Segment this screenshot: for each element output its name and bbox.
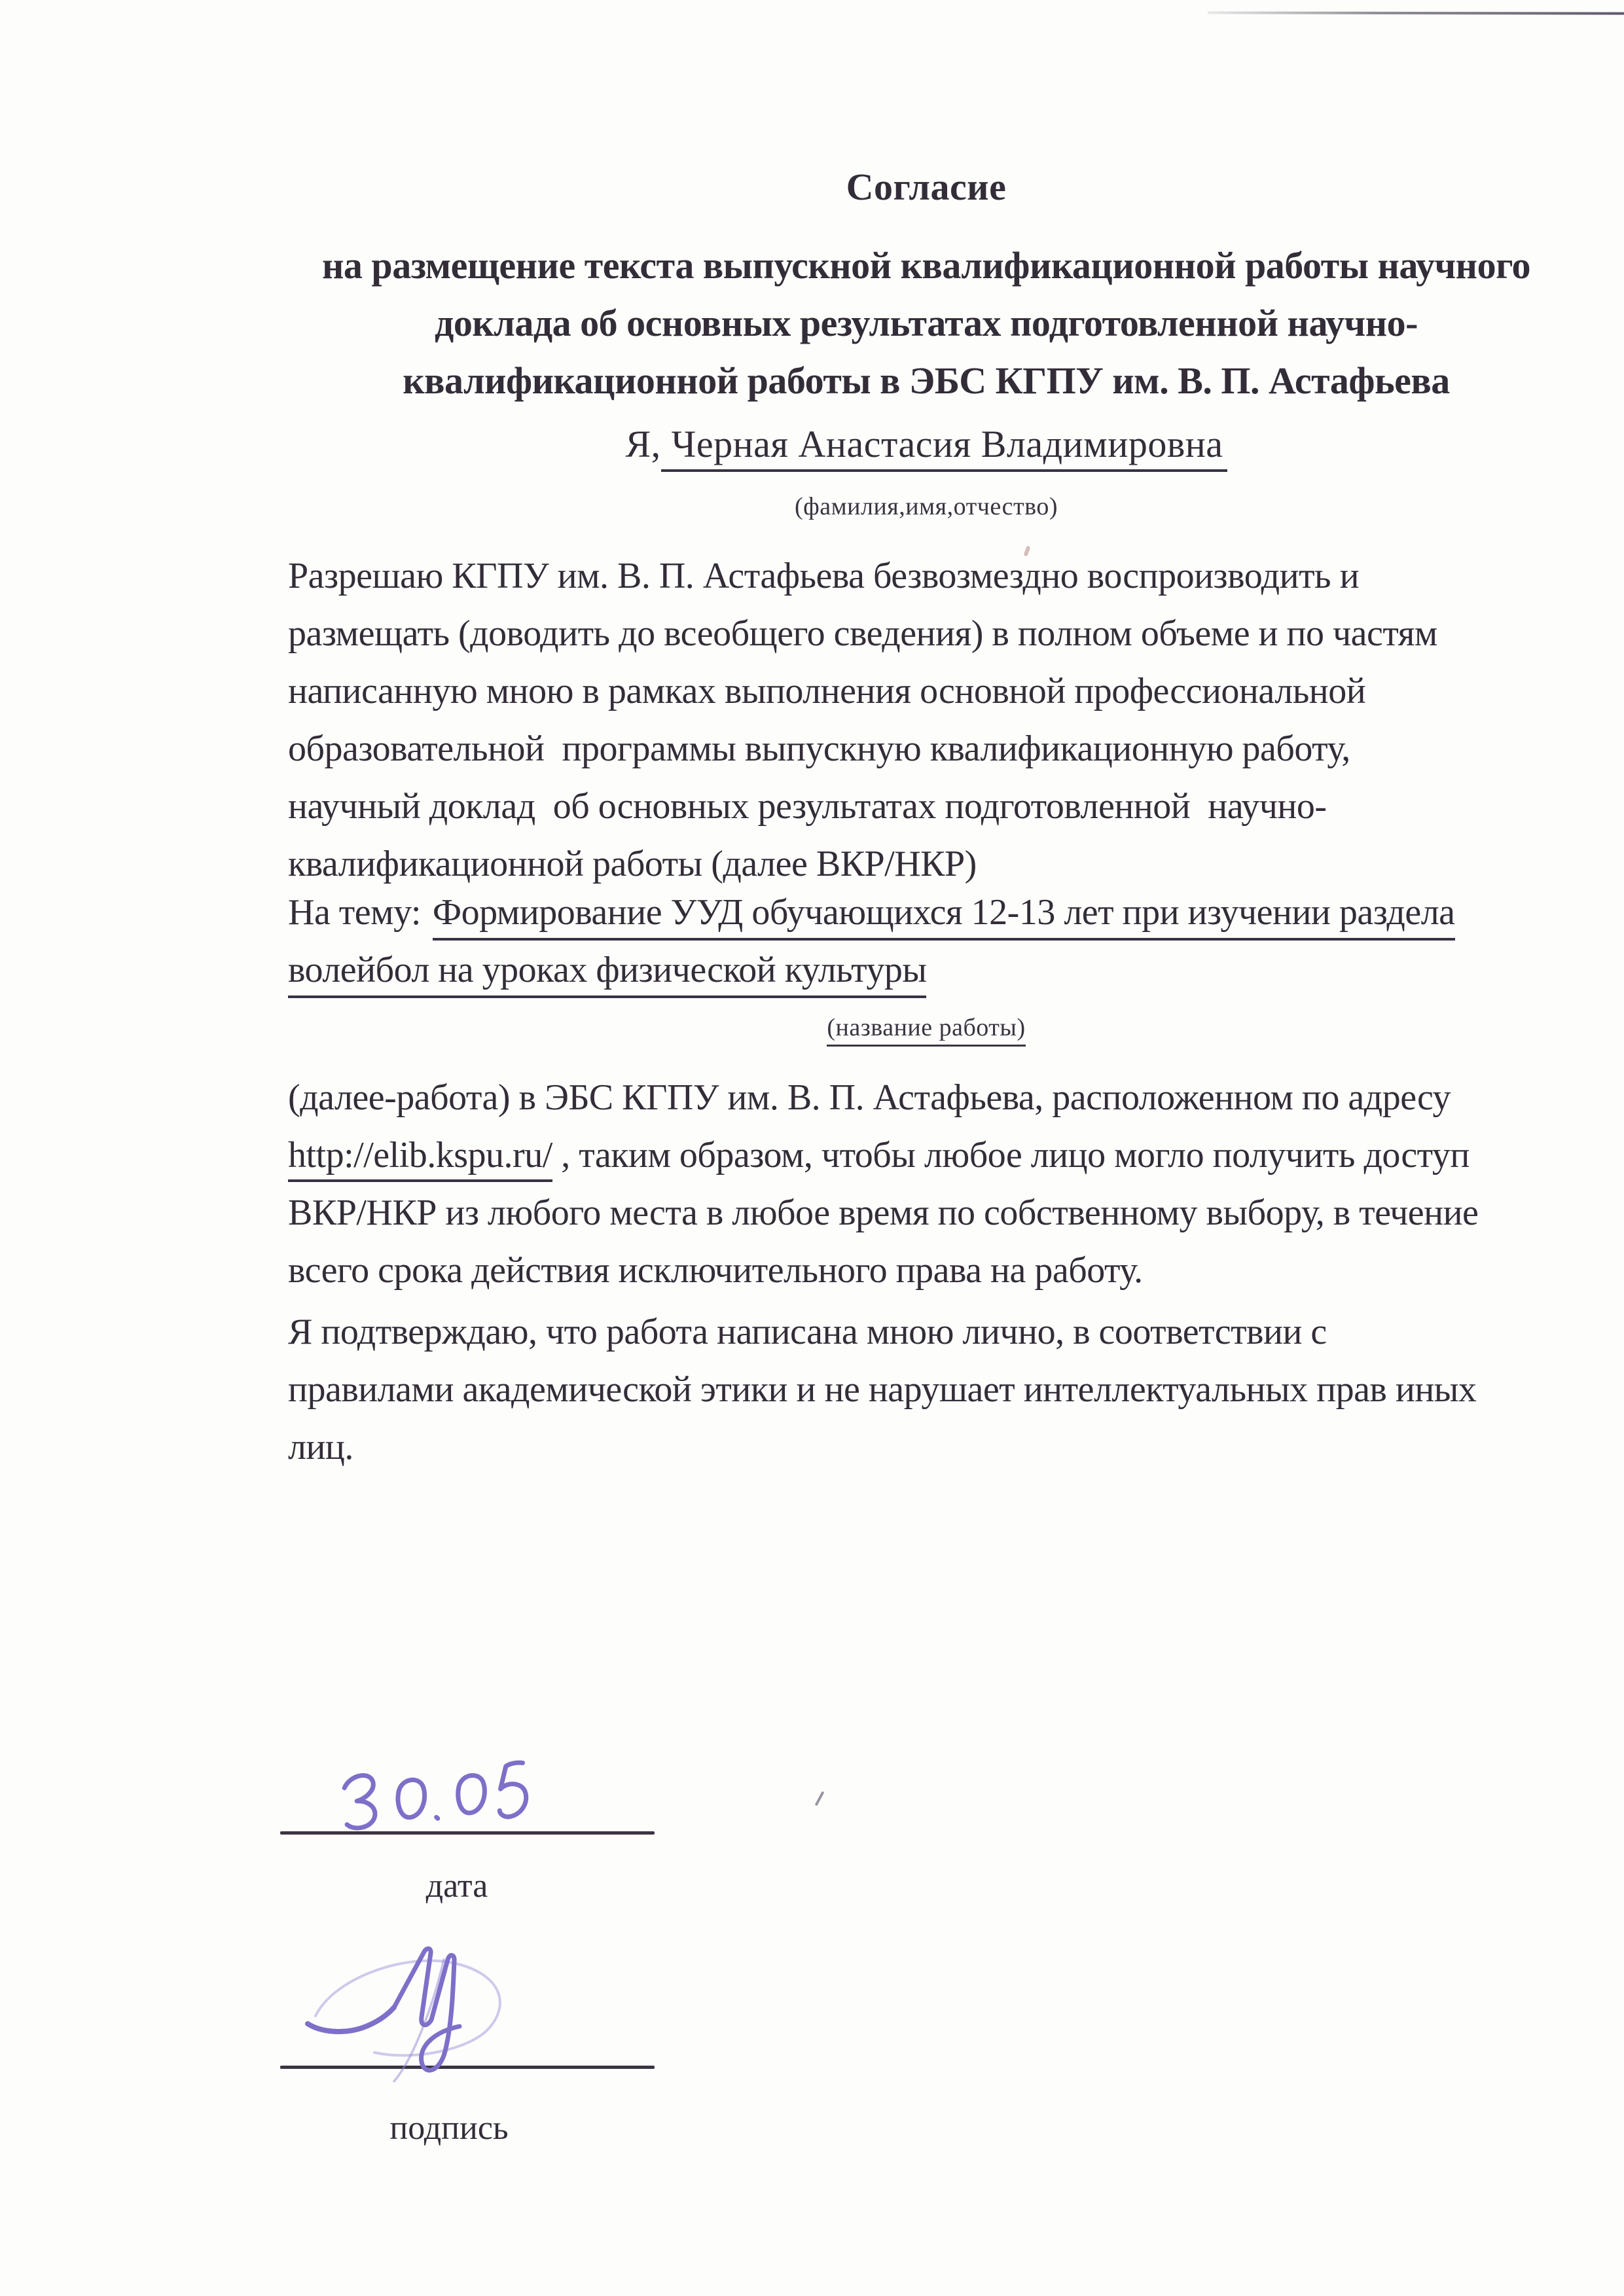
subtitle-line: на размещение текста выпускной квалификационной работы научного bbox=[322, 244, 1530, 287]
subtitle-line: квалификационной работы в ЭБС КГПУ им. В. П. Астафьева bbox=[403, 359, 1450, 402]
paragraph-line bbox=[288, 1126, 1478, 1184]
declarant-full-name: Черная Анастасия Владимировна bbox=[661, 423, 1227, 472]
scan-artifact-top-line bbox=[1208, 11, 1624, 14]
paragraph-text: , таким образом, чтобы любое лицо могло получить доступ bbox=[552, 1135, 1470, 1175]
paragraph-line: научный доклад об основных результатах подготовленной научно- bbox=[288, 786, 1327, 827]
signature-label: подпись bbox=[389, 2109, 509, 2147]
paragraph-line: квалификационной работы (далее ВКР/НКР) bbox=[288, 844, 977, 884]
work-topic-part-1: Формирование УУД обучающихся 12-13 лет при изучении раздела bbox=[433, 892, 1455, 941]
confirmation-paragraph bbox=[288, 1303, 1476, 1476]
paragraph-line: всего срока действия исключительного права на работу. bbox=[288, 1250, 1143, 1291]
scan-artifact-speck bbox=[815, 1791, 825, 1806]
paragraph-line: Я подтверждаю, что работа написана мною лично, в соответствии с bbox=[288, 1312, 1327, 1352]
work-title-caption: (название работы) bbox=[229, 1013, 1623, 1047]
permission-paragraph bbox=[288, 547, 1437, 893]
subtitle-line: доклада об основных результатах подготовленной научно- bbox=[435, 302, 1418, 344]
topic-prefix: На тему: bbox=[288, 892, 421, 933]
work-topic-part-2: волейбол на уроках физической культуры bbox=[288, 950, 926, 998]
document-subtitle bbox=[229, 237, 1623, 410]
paragraph-line: лиц. bbox=[288, 1427, 353, 1467]
signature-ink bbox=[295, 1939, 583, 2096]
handwritten-date-ink bbox=[331, 1757, 553, 1835]
topic-line-2 bbox=[288, 941, 1455, 999]
elib-url: http://elib.kspu.ru/ bbox=[288, 1135, 552, 1182]
paragraph-line: Разрешаю КГПУ им. В. П. Астафьева безвозмездно воспроизводить и bbox=[288, 556, 1360, 596]
handwritten-date-value bbox=[0, 0, 1, 1]
paragraph-line: размещать (доводить до всеобщего сведения) в полном объеме и по частям bbox=[288, 613, 1437, 654]
paragraph-line: ВКР/НКР из любого места в любое время по собственному выбору, в течение bbox=[288, 1193, 1479, 1233]
declarant-name-line bbox=[229, 422, 1623, 466]
name-caption: (фамилия,имя,отчество) bbox=[794, 493, 1058, 520]
date-line bbox=[280, 1831, 655, 1835]
document-title: Согласие bbox=[846, 166, 1007, 208]
paragraph-line: правилами академической этики и не нарушает интеллектуальных прав иных bbox=[288, 1369, 1477, 1410]
access-paragraph bbox=[288, 1069, 1478, 1299]
paragraph-line: (далее-работа) в ЭБС КГПУ им. В. П. Астафьева, расположенном по адресу bbox=[288, 1077, 1451, 1118]
topic-line-1 bbox=[288, 884, 1455, 941]
date-label: дата bbox=[425, 1867, 488, 1905]
paragraph-line: образовательной программы выпускную квалификационную работу, bbox=[288, 728, 1350, 769]
paragraph-line: написанную мною в рамках выполнения основной профессиональной bbox=[288, 671, 1366, 711]
declarant-prefix: Я, bbox=[625, 423, 661, 465]
topic-paragraph bbox=[288, 884, 1455, 999]
